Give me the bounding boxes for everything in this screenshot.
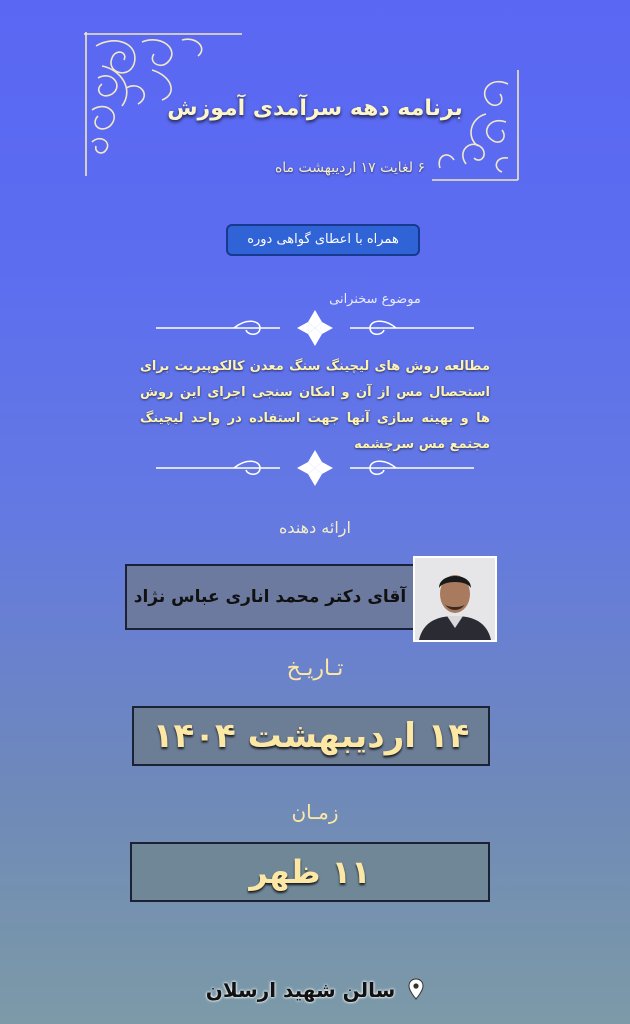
topic-text: مطالعه روش های لیچینگ سنگ معدن کالکوپیریت برای استحصال مس از آن و امکان سنجی اجرای این روش ها و بهینه سازی آنها جهت استفاده در واحد لیچینگ مجتمع مس سرچشمه: [140, 359, 490, 452]
divider-ornament-bottom: [150, 448, 480, 488]
time-box: [130, 842, 490, 902]
venue-name: سالن شهید ارسلان: [205, 978, 396, 1002]
date-range: ۶ لغایت ۱۷ اردیبهشت ماه: [274, 160, 426, 176]
presenter-name: آقای دکتر محمد اناری عباس نژاد: [133, 587, 407, 607]
presenter-label: ارائه دهنده: [279, 518, 351, 537]
location-pin-icon: [408, 978, 424, 1005]
venue: [0, 978, 630, 1005]
date-label: تـاریـخ: [286, 656, 344, 681]
program-title: برنامه دهه سرآمدی آموزش: [167, 96, 463, 121]
date-box: [132, 706, 490, 766]
presenter-name-box: [125, 564, 415, 630]
topic-label: موضوع سخنرانی: [329, 292, 421, 307]
time-value: ۱۱ ظهر: [249, 853, 371, 891]
date-value: ۱۴ اردیبهشت ۱۴۰۴: [152, 716, 470, 756]
presenter-photo: [413, 556, 497, 642]
divider-ornament-top: [150, 308, 480, 348]
time-label: زمـان: [291, 800, 339, 824]
certificate-badge: همراه با اعطای گواهی دوره: [226, 224, 420, 256]
